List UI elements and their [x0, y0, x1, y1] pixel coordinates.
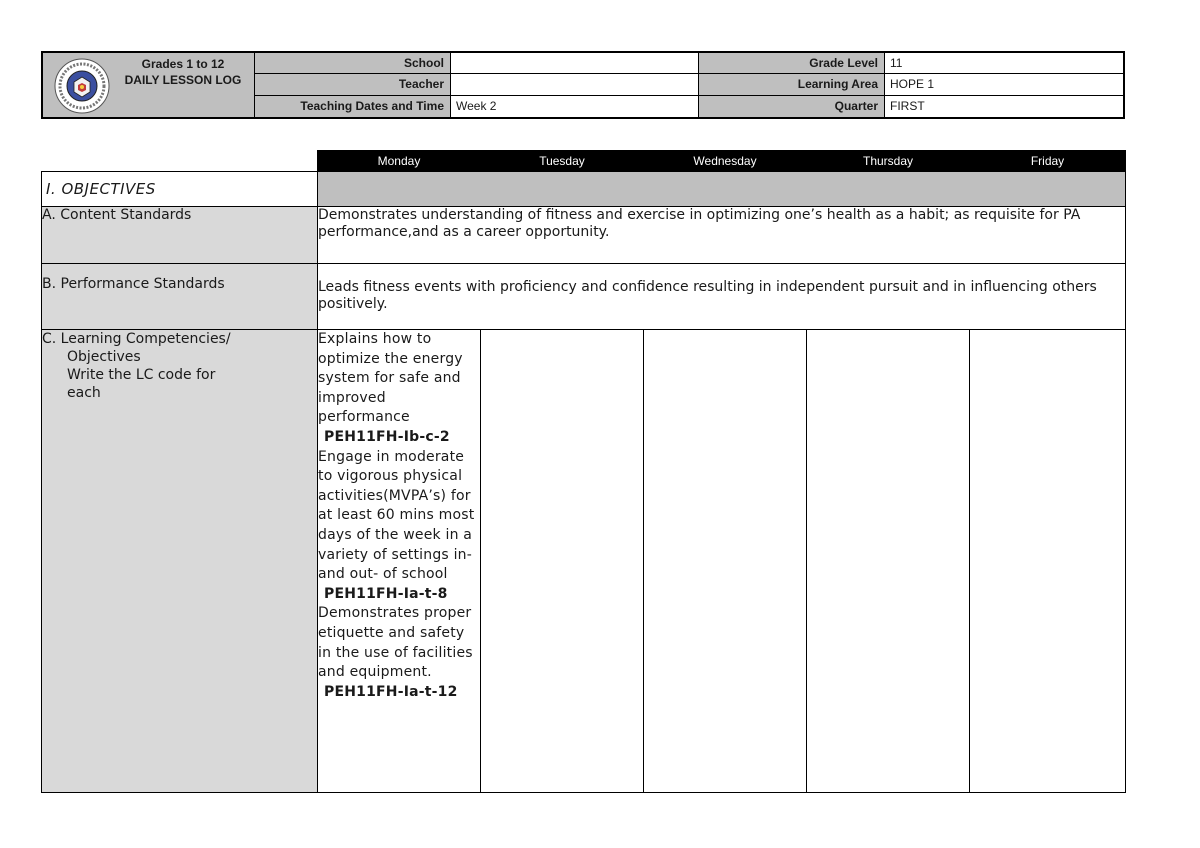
- performance-standards-label: B. Performance Standards: [42, 264, 318, 330]
- content-standards-label: A. Content Standards: [42, 207, 318, 264]
- performance-standards-text[interactable]: Leads fitness events with proficiency and confidence resulting in independent pursuit and in influencing others positively.: [318, 264, 1126, 330]
- header-title-line1: Grades 1 to 12: [141, 57, 225, 71]
- day-tuesday: Tuesday: [481, 151, 644, 172]
- competencies-wednesday[interactable]: [644, 330, 807, 793]
- day-header-blank: [42, 151, 318, 172]
- competency-code: PEH11FH-Ia-t-8: [324, 585, 448, 602]
- grade-level-label: Grade Level: [699, 53, 885, 74]
- grade-level-value[interactable]: 11: [885, 53, 1123, 74]
- lesson-log-table: [41, 150, 1126, 793]
- school-value[interactable]: [451, 53, 699, 74]
- teaching-dates-label: Teaching Dates and Time: [255, 96, 451, 117]
- objectives-heading: I. OBJECTIVES: [42, 172, 318, 207]
- teacher-value[interactable]: [451, 74, 699, 95]
- teacher-label: Teacher: [255, 74, 451, 95]
- competencies-label-line3: Write the LC code for: [67, 367, 216, 383]
- day-thursday: Thursday: [807, 151, 970, 172]
- competency-code: PEH11FH-Ia-t-12: [324, 683, 458, 700]
- learning-area-value[interactable]: HOPE 1: [885, 74, 1123, 95]
- competencies-label-line4: each: [67, 385, 101, 401]
- objectives-row: [42, 172, 1126, 207]
- competencies-monday[interactable]: [318, 330, 481, 793]
- competency-text: Demonstrates proper etiquette and safety in the use of facilities and equipment.: [318, 605, 473, 681]
- day-monday: Monday: [318, 151, 481, 172]
- competencies-label-line1: C. Learning Competencies/: [42, 331, 231, 347]
- competencies-friday[interactable]: [970, 330, 1126, 793]
- competencies-label: [42, 330, 318, 793]
- day-friday: Friday: [970, 151, 1126, 172]
- competency-text: Explains how to optimize the energy system for safe and improved performance: [318, 331, 463, 426]
- header-table: [41, 51, 1125, 119]
- school-label: School: [255, 53, 451, 74]
- competencies-label-line2: Objectives: [67, 349, 141, 365]
- header-logo-cell: [43, 53, 255, 117]
- quarter-value[interactable]: FIRST: [885, 96, 1123, 117]
- competencies-thursday[interactable]: [807, 330, 970, 793]
- learning-area-label: Learning Area: [699, 74, 885, 95]
- objectives-fill: [318, 172, 1126, 207]
- quarter-label: Quarter: [699, 96, 885, 117]
- deped-seal-icon: [54, 58, 110, 114]
- day-wednesday: Wednesday: [644, 151, 807, 172]
- day-header-row: [42, 151, 1126, 172]
- performance-standards-row: [42, 264, 1126, 330]
- content-standards-row: [42, 207, 1126, 264]
- competency-code: PEH11FH-Ib-c-2: [324, 428, 450, 445]
- header-title-line2: DAILY LESSON LOG: [124, 73, 242, 87]
- content-standards-text[interactable]: Demonstrates understanding of fitness and exercise in optimizing one’s health as a habit; as requisite for PA performance,and as a career opportunity.: [318, 207, 1126, 264]
- teaching-dates-value[interactable]: Week 2: [451, 96, 699, 117]
- competencies-tuesday[interactable]: [481, 330, 644, 793]
- competency-text: Engage in moderate to vigorous physical activities(MVPA’s) for at least 60 mins most days of the week in a variety of settings in- and out- of school: [318, 448, 475, 583]
- competencies-row: [42, 330, 1126, 793]
